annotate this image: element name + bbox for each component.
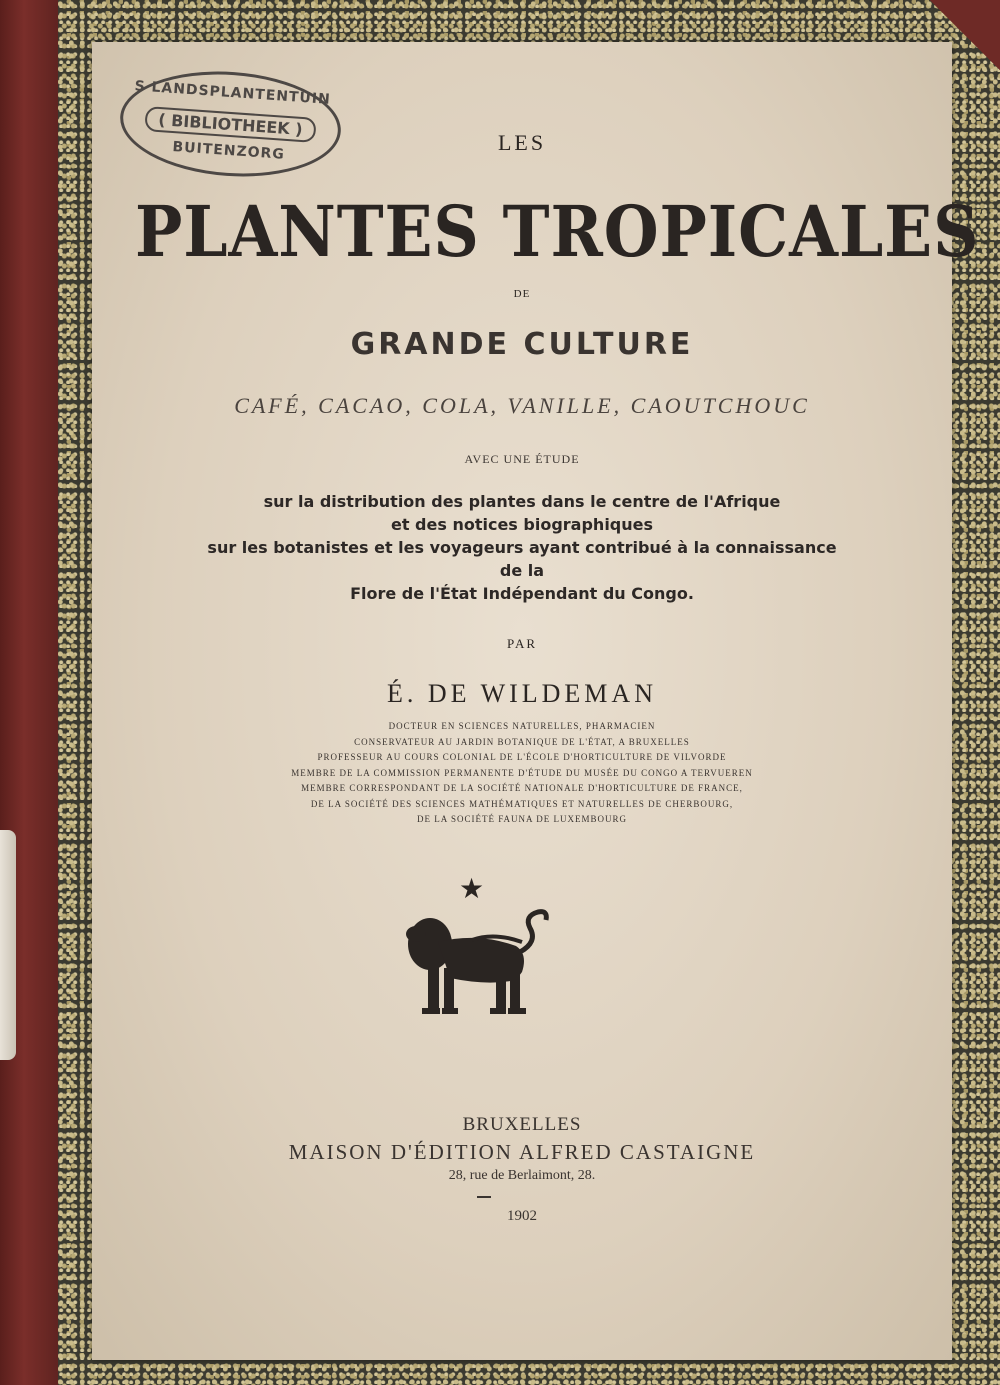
publisher-address: 28, rue de Berlaimont, 28. [448,1168,596,1183]
book-subtitle: GRANDE CULTURE [350,327,694,362]
lion-emblem-icon [398,902,558,1032]
stamp-bottom-text: BUITENZORG [171,139,286,163]
publisher-name: MAISON D'ÉDITION ALFRED CASTAIGNE [288,1140,756,1164]
credential-line: MEMBRE DE LA COMMISSION PERMANENTE D'ÉTUDE DU MUSÉE DU CONGO A TERVUEREN [291,767,753,778]
description-line: sur les botanistes et les voyageurs ayant contribué à la connaissance [207,538,837,557]
description-line: de la [499,561,545,580]
author-credentials [92,719,952,828]
book-title: PLANTES TROPICALES [135,190,980,273]
credential-line: PROFESSEUR AU COURS COLONIAL DE L'ÉCOLE D'HORTICULTURE DE VILVORDE [317,752,727,762]
credential-line: DE LA SOCIÉTÉ FAUNA DE LUXEMBOURG [416,814,628,824]
credential-line: MEMBRE CORRESPONDANT DE LA SOCIÉTÉ NATIONALE D'HORTICULTURE DE FRANCE, [301,783,743,793]
description-line: et des notices biographiques [390,515,654,534]
author-name: É. DE WILDEMAN [387,679,657,708]
credential-line: DE LA SOCIÉTÉ DES SCIENCES MATHÉMATIQUES ET NATURELLES DE CHERBOURG, [310,798,734,809]
star-icon: ★ [459,874,485,905]
book-spine [0,0,60,1385]
by-line: PAR [506,636,538,651]
publication-year: 1902 [507,1208,537,1224]
description-line: sur la distribution des plantes dans le centre de l'Afrique [263,492,781,511]
title-page [92,42,980,1360]
publication-city: BRUXELLES [462,1114,582,1135]
spine-tear [0,830,16,1060]
credential-line: CONSERVATEUR AU JARDIN BOTANIQUE DE L'ÉTAT, A BRUXELLES [354,736,690,747]
divider [477,1196,491,1198]
products-line: CAFÉ, CACAO, COLA, VANILLE, CAOUTCHOUC [234,393,810,418]
pre-title: LES [497,130,547,155]
stamp-middle-text: ( BIBLIOTHEEK ) [144,106,316,143]
description-block [92,490,952,605]
intro-line: AVEC UNE ÉTUDE [464,452,580,466]
description-line: Flore de l'État Indépendant du Congo. [350,584,694,603]
library-stamp [117,64,345,183]
stamp-top-text: S LANDSPLANTENTUIN [134,78,332,108]
title-connector: DE [513,288,531,300]
credential-line: DOCTEUR EN SCIENCES NATURELLES, PHARMACIEN [388,721,656,731]
